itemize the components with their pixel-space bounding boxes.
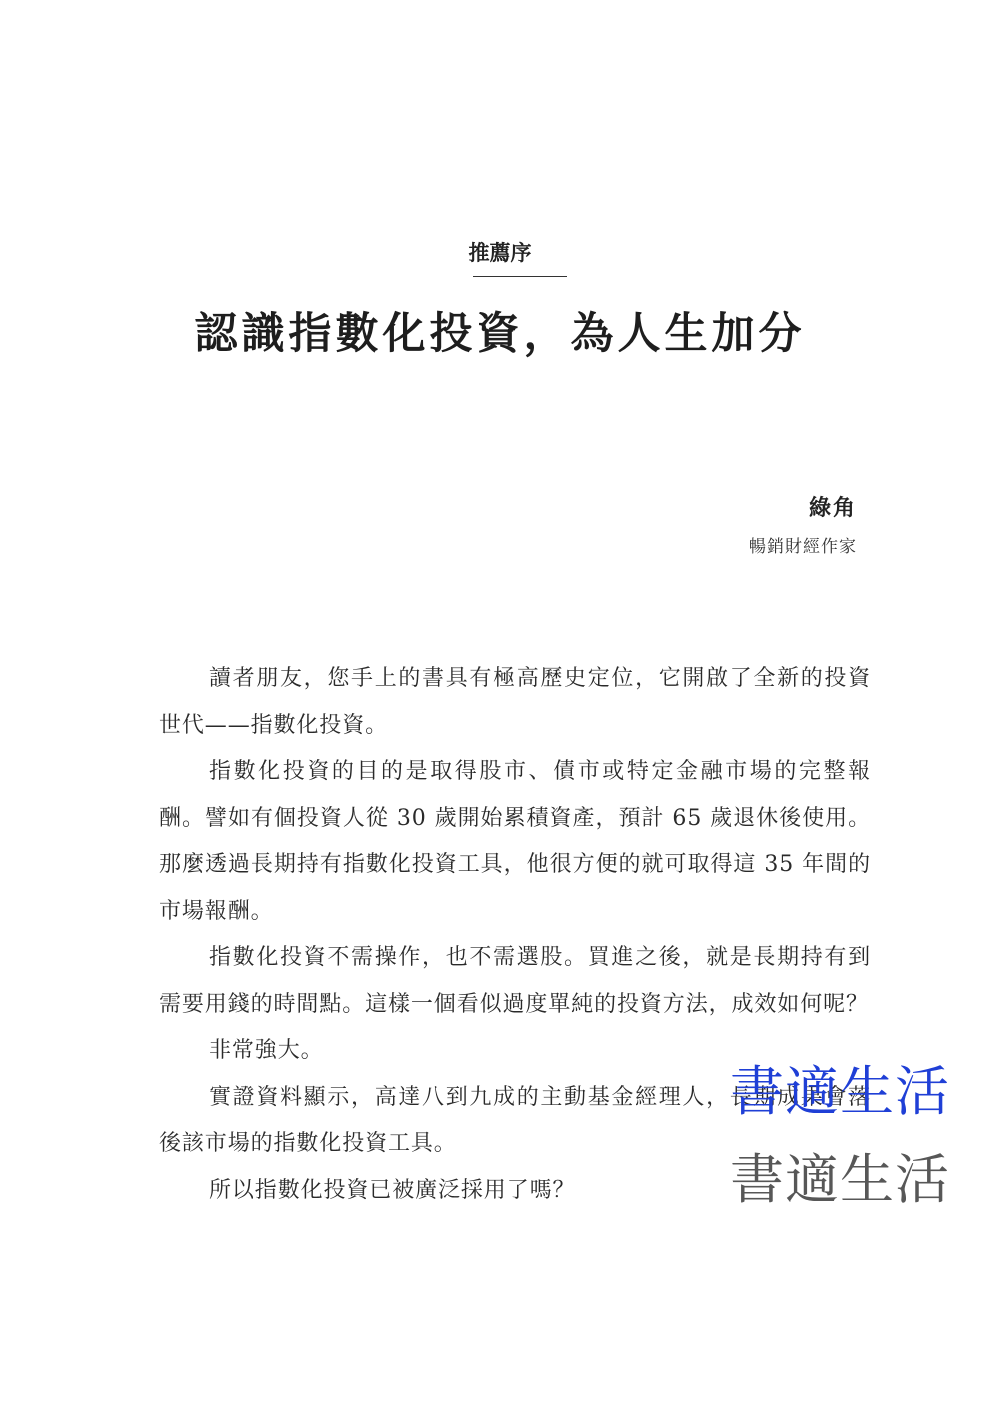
author-role: 暢銷財經作家 (749, 537, 857, 557)
watermark-grey: 書適生活 (730, 1150, 970, 1210)
section-label-underline (473, 276, 567, 277)
paragraph: 指數化投資的目的是取得股市、債市或特定金融市場的完整報酬。譬如有個投資人從 30 歲開始累積資產，預計 65 歲退休後使用。那麼透過長期持有指數化投資工具，他很方便的就可取得這 35 年間的市場報酬。 (159, 759, 871, 924)
paragraph: 所以指數化投資已被廣泛採用了嗎？ (209, 1177, 576, 1203)
paragraph: 非常強大。 (209, 1038, 324, 1063)
body-text (159, 656, 871, 1214)
section-label: 推薦序 (468, 241, 532, 265)
watermark-blue: 書適生活 (730, 1060, 950, 1123)
paragraph: 實證資料顯示，高達八到九成的主動基金經理人，長期成果會落後該市場的指數化投資工具。 (159, 1084, 871, 1156)
page-title: 認識指數化投資，為人生加分 (194, 309, 806, 359)
paragraph: 讀者朋友，您手上的書具有極高歷史定位，它開啟了全新的投資世代——指數化投資。 (159, 666, 871, 738)
paragraph: 指數化投資不需操作，也不需選股。買進之後，就是長期持有到需要用錢的時間點。這樣一個看似過度單純的投資方法，成效如何呢？ (159, 945, 871, 1017)
author-name: 綠角 (808, 496, 857, 521)
